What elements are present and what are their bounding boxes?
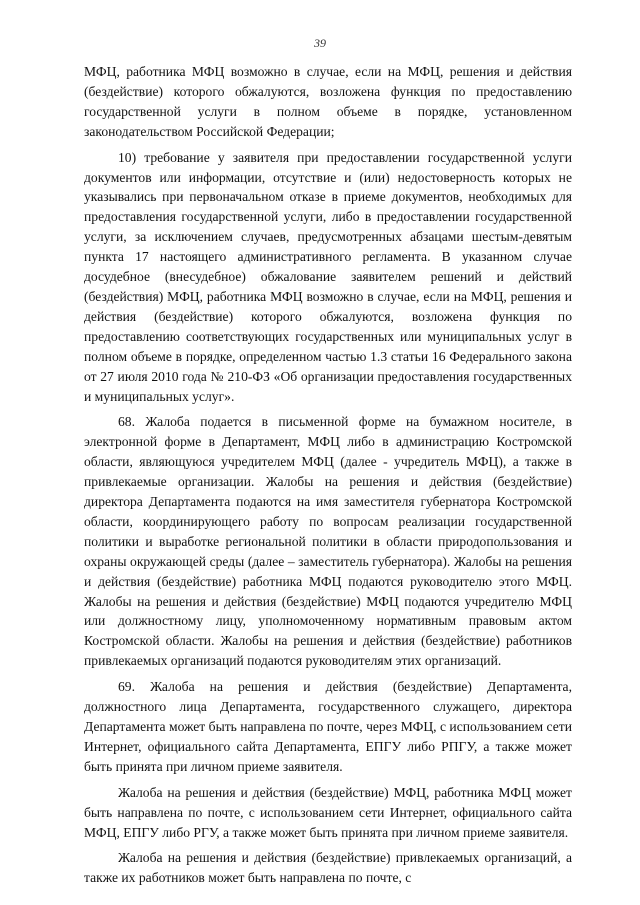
paragraph-organizations-complaint: Жалоба на решения и действия (бездействие) привлекаемых организаций, а также их работников может быть направлена по почте, с	[84, 850, 572, 886]
paragraph-mfc-complaint: Жалоба на решения и действия (бездействие) МФЦ, работника МФЦ может быть направлена по почте, с использованием сети Интернет, официального сайта МФЦ, ЕПГУ либо РГУ, а также может быть принята при личном приеме заявителя.	[84, 784, 572, 840]
page-number: 39	[314, 36, 326, 50]
paragraph-continuation: МФЦ, работника МФЦ возможно в случае, если на МФЦ, решения и действия (бездействие) которого обжалуются, возложена функция по предоставлению государственной услуги в полном объеме в порядке, установленном законодательством Российской Федерации;	[84, 64, 572, 139]
paragraph-item-10: 10) требование у заявителя при предоставлении государственной услуги документов или информации, отсутствие и (или) недостоверность которых не указывались при первоначальном отказе в приеме документов, необходимых для предоставления государственной услуги, либо в предоставлении государственной услуги, за исключением случаев, предусмотренных абзацами шестым-девятым пункта 17 настоящего административного регламента. В указанном случае досудебное (внесудебное) обжалование заявителем решений и действий (бездействия) МФЦ, работника МФЦ возможно в случае, если на МФЦ, решения и действия (бездействие) которого обжалуются, возложена функция по предоставлению соответствующих государственных или муниципальных услуг в полном объеме в порядке, определенном частью 1.3 статьи 16 Федерального закона от 27 июля 2010 года № 210-ФЗ «Об организации предоставления государственных и муниципальных услуг».	[84, 149, 572, 404]
paragraph-69: 69. Жалоба на решения и действия (бездействие) Департамента, должностного лица Департамента, государственного служащего, директора Департамента может быть направлена по почте, через МФЦ, с использованием сети Интернет, официального сайта Департамента, ЕПГУ либо РПГУ, а также может быть принята при личном приеме заявителя.	[84, 679, 572, 774]
paragraph-68: 68. Жалоба подается в письменной форме на бумажном носителе, в электронной форме в Департамент, МФЦ либо в администрацию Костромской области, являющуюся учредителем МФЦ (далее - учредитель МФЦ), а также в привлекаемые организации. Жалобы на решения и действия (бездействие) директора Департамента подаются на имя заместителя губернатора Костромской области, координирующего работу по вопросам реализации государственной политики и выработке региональной политики в области природопользования и охраны окружающей среды (далее – заместитель губернатора). Жалобы на решения и действия (бездействие) работника МФЦ подаются руководителю этого МФЦ. Жалобы на решения и действия (бездействие) МФЦ подаются учредителю МФЦ или должностному лицу, уполномоченному нормативным правовым актом Костромской области. Жалобы на решения и действия (бездействие) работников привлекаемых организаций подаются руководителям этих организаций.	[84, 414, 572, 669]
document-body	[84, 62, 572, 894]
